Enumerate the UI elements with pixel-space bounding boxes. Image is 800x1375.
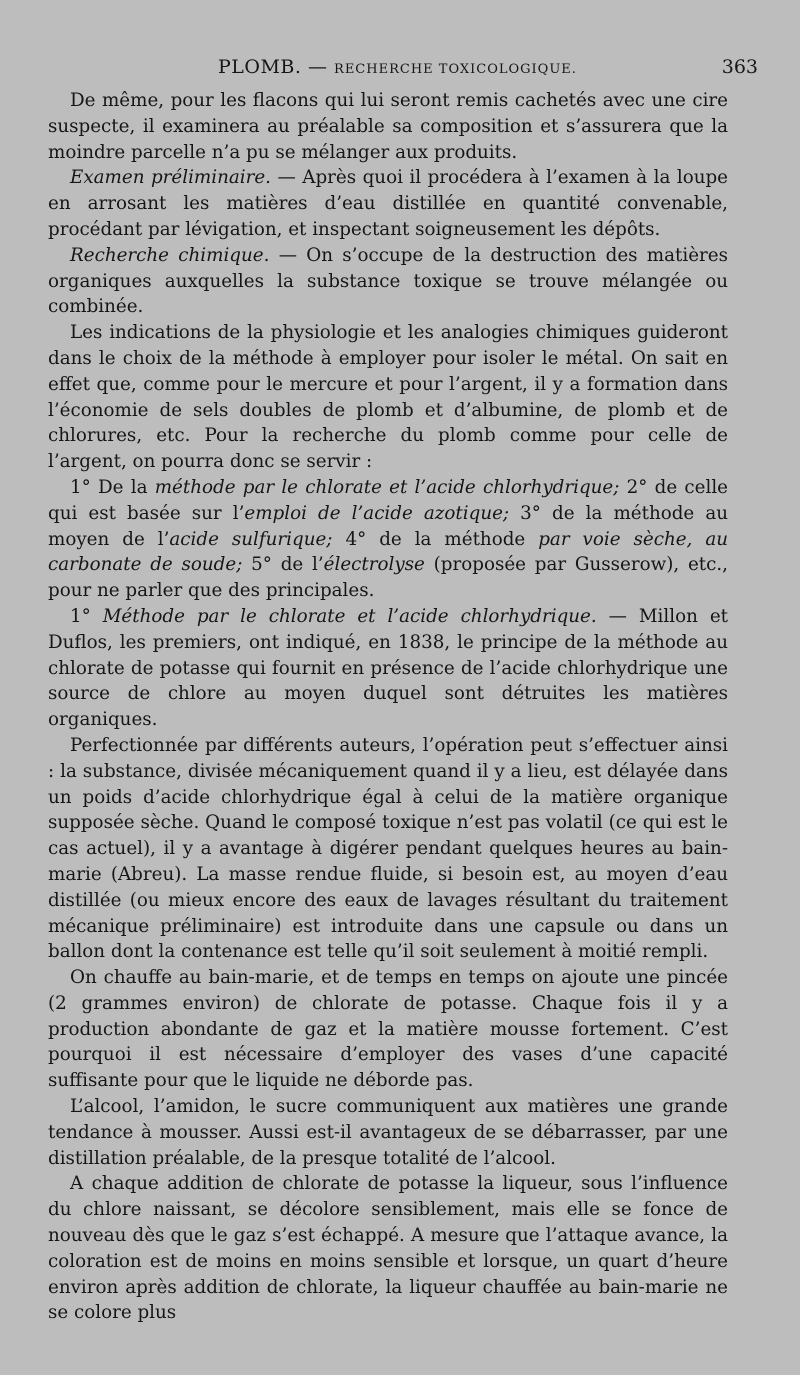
paragraph xyxy=(48,165,728,242)
text-run: Les indications de la physiologie et les analogies chimiques guideront dans le choix de la méthode à employer pour isoler le métal. On sait en effet que, comme pour le mercure et pour l’argent, il y a formation dans l’économie de sels doubles de plomb et d’albumine, de plomb et de chlorures, etc. Pour la recherche du plomb comme pour celle de l’argent, on pourra donc se servir : xyxy=(48,322,728,473)
italic-run: électrolyse xyxy=(323,554,425,576)
text-run: 2° de celle qui est basée sur l’ xyxy=(48,476,729,524)
text-run: 3° de la méthode au moyen de l’ xyxy=(48,502,729,550)
paragraph xyxy=(48,243,728,320)
text-run: 4° de la méthode xyxy=(332,528,539,550)
paragraph xyxy=(48,965,728,1094)
italic-run: Examen préliminaire. xyxy=(70,167,271,189)
paragraph xyxy=(48,1171,728,1326)
italic-run: emploi de l’acide azotique; xyxy=(244,502,510,524)
text-run: Perfectionnée par différents auteurs, l’opération peut s’effectuer ainsi : la substance, divisée mécaniquement quand il y a lieu, est délayée dans un poids d’acide chlorhydrique égal à celui de la matière organique supposée sèche. Quand le composé toxique n’est pas volatil (ce qui est le cas actuel), il y a avantage à digérer pendant quelques heures au bain-marie (Abreu). La masse rendue fluide, si besoin est, au moyen d’eau distillée (ou mieux encore des eaux de lavages résultant du traitement mécanique préliminaire) est introduite dans une capsule ou dans un ballon dont la contenance est telle qu’il soit seulement à moitié rempli. xyxy=(48,734,728,963)
text-run: L’alcool, l’amidon, le sucre communiquent aux matières une grande tendance à mousser. Aussi est-il avantageux de se débarrasser, par une distillation préalable, de la presque totalité de l’alcool. xyxy=(48,1096,728,1169)
paragraph xyxy=(48,320,728,475)
page-number: 363 xyxy=(721,56,758,78)
text-run: 1° De la xyxy=(70,476,155,498)
body-text xyxy=(48,88,728,1326)
paragraph xyxy=(48,1094,728,1171)
text-run: 1° xyxy=(70,605,103,627)
running-title-main: PLOMB. — xyxy=(218,56,328,78)
paragraph xyxy=(48,733,728,965)
text-run: — Après quoi il procédera à l’examen à la loupe en arrosant les matières d’eau distillée en quantité convenable, procédant par lévigation, et inspectant soigneusement les dépôts. xyxy=(48,167,728,240)
running-title-sub: RECHERCHE TOXICOLOGIQUE. xyxy=(334,62,577,77)
italic-run: acide sulfurique; xyxy=(169,528,333,550)
text-run: A chaque addition de chlorate de potasse la liqueur, sous l’influence du chlore naissant, se décolore sensiblement, mais elle se fonce de nouveau dès que le gaz s’est échappé. A mesure que l’attaque avance, la coloration est de moins en moins sensible et lorsque, un quart d’heure environ après addition de chlorate, la liqueur chauffée au bain-marie ne se colore plus xyxy=(48,1173,728,1324)
italic-run: méthode par le chlorate et l’acide chlorhydrique; xyxy=(154,476,620,498)
running-header xyxy=(48,50,760,82)
running-title xyxy=(218,56,577,78)
text-run: De même, pour les flacons qui lui seront remis cachetés avec une cire suspecte, il examinera au préalable sa composition et s’assurera que la moindre parcelle n’a pu se mélanger aux produits. xyxy=(48,90,728,163)
text-run: (proposée par Gusserow), etc., pour ne parler que des principales. xyxy=(48,554,728,602)
text-run: — Millon et Duflos, les premiers, ont indiqué, en 1838, le principe de la méthode au chlorate de potasse qui fournit en présence de l’acide chlorhydrique une source de chlore au moyen duquel sont détruites les matières organiques. xyxy=(48,605,728,731)
text-run: On chauffe au bain-marie, et de temps en temps on ajoute une pincée (2 grammes environ) de chlorate de potasse. Chaque fois il y a production abondante de gaz et la matière mousse fortement. C’est pourquoi il est nécessaire d’employer des vases d’une capacité suffisante pour que le liquide ne déborde pas. xyxy=(48,967,728,1092)
paragraph xyxy=(48,475,728,604)
text-run: — On s’occupe de la destruction des matières organiques auxquelles la substance toxique se trouve mélangée ou combinée. xyxy=(48,244,728,318)
paragraph xyxy=(48,88,728,165)
paragraph xyxy=(48,604,728,733)
italic-run: par voie sèche, au carbonate de soude; xyxy=(48,528,729,576)
text-run: 5° de l’ xyxy=(242,554,324,576)
italic-run: Méthode par le chlorate et l’acide chlorhydrique. xyxy=(102,605,597,627)
italic-run: Recherche chimique. xyxy=(70,244,270,266)
